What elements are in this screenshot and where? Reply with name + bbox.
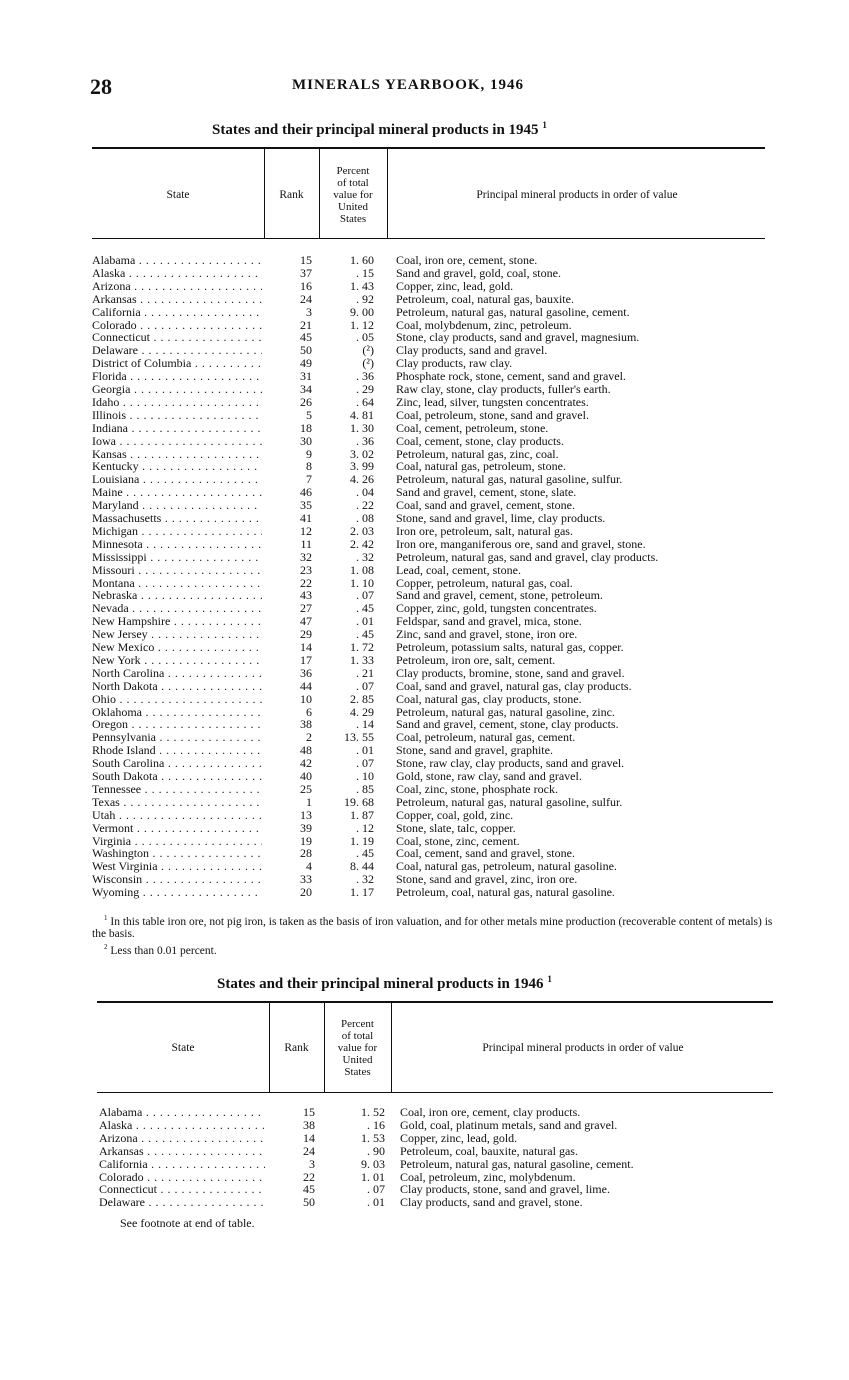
state-cell: Texas . . . (92, 796, 262, 809)
see-footnote-note: See footnote at end of table. (120, 1216, 255, 1230)
percent-cell: 4. 81 (350, 407, 374, 422)
rank-cell: 3 (306, 304, 312, 319)
state-cell: Alabama . . . (99, 1106, 265, 1119)
percent-cell: . 85 (356, 781, 374, 796)
percent-cell: . 36 (356, 369, 374, 384)
rank-cell: 5 (306, 407, 312, 422)
state-cell: South Dakota . . . (92, 770, 262, 783)
products-cell: Clay products, sand and gravel. (396, 343, 548, 358)
state-cell: Montana . . . (92, 577, 262, 590)
products-cell: Petroleum, natural gas, natural gasoline, zinc. (396, 704, 615, 719)
state-cell: Michigan . . . (92, 525, 262, 538)
percent-cell: 1. 10 (350, 575, 374, 590)
percent-cell: 1. 33 (350, 652, 374, 667)
percent-cell: 9. 03 (361, 1156, 385, 1171)
products-cell: Coal, zinc, stone, phosphate rock. (396, 781, 558, 796)
rank-cell: 38 (303, 1117, 315, 1132)
products-cell: Coal, natural gas, petroleum, natural gasoline. (396, 859, 617, 874)
products-cell: Lead, coal, cement, stone. (396, 562, 521, 577)
footnote-1-text: In this table iron ore, not pig iron, is taken as the basis of iron valuation, and for other metals mine production (recoverable content of metals) is the basis. (92, 915, 773, 941)
state-cell: Idaho . . . (92, 396, 262, 409)
products-cell: Coal, molybdenum, zinc, petroleum. (396, 317, 572, 332)
percent-cell: . 07 (356, 678, 374, 693)
rank-cell: 23 (300, 562, 312, 577)
rank-cell: 15 (303, 1105, 315, 1119)
percent-cell: . 01 (367, 1195, 385, 1210)
table-1946-header-rank: Rank (284, 1042, 309, 1054)
state-cell: Arkansas . . . (92, 293, 262, 306)
percent-cell: 3. 99 (350, 459, 374, 474)
table-1946-title-note: 1 (547, 974, 552, 984)
state-cell: Louisiana . . . (92, 473, 262, 486)
products-cell: Stone, sand and gravel, graphite. (396, 743, 553, 758)
percent-cell: . 05 (356, 330, 374, 345)
state-cell: Tennessee . . . (92, 783, 262, 796)
products-cell: Petroleum, coal, natural gas, bauxite. (396, 291, 574, 306)
percent-cell: (²) (362, 356, 374, 371)
rank-cell: 34 (300, 382, 312, 396)
percent-cell: . 08 (356, 511, 374, 525)
products-cell: Coal, cement, stone, clay products. (396, 433, 564, 448)
percent-cell: 1. 53 (361, 1130, 385, 1145)
state-cell: Indiana . . . (92, 422, 262, 435)
state-cell: Maryland . . . (92, 499, 262, 512)
header-percent-line: of total (337, 177, 369, 189)
products-cell: Coal, sand and gravel, natural gas, clay products. (396, 678, 632, 693)
footnote-2-mark: 2 (104, 942, 108, 951)
percent-cell: 1. 17 (350, 885, 374, 900)
header-percent-line: value for (337, 1042, 378, 1054)
products-cell: Stone, sand and gravel, zinc, iron ore. (396, 872, 578, 887)
products-cell: Petroleum, potassium salts, natural gas, copper. (396, 640, 624, 654)
products-cell: Petroleum, coal, bauxite, natural gas. (400, 1143, 578, 1158)
table-1945-body (92, 253, 772, 900)
footnote-1 (92, 912, 777, 941)
percent-cell: 1. 60 (350, 253, 374, 267)
rank-cell: 4 (306, 859, 312, 874)
percent-cell: . 22 (356, 498, 374, 513)
percent-cell: . 36 (356, 433, 374, 448)
percent-cell: 2. 85 (350, 691, 374, 706)
products-cell: Raw clay, stone, clay products, fuller's earth. (396, 382, 611, 396)
percent-cell: 1. 19 (350, 833, 374, 848)
footnote-2 (92, 941, 777, 957)
rank-cell: 18 (300, 420, 312, 435)
rank-cell: 50 (300, 343, 312, 358)
rank-cell: 26 (300, 394, 312, 409)
state-cell: Wyoming . . . (92, 886, 262, 899)
rank-cell: 22 (303, 1169, 315, 1184)
state-cell: Vermont . . . (92, 822, 262, 835)
rank-cell: 39 (300, 820, 312, 835)
products-cell: Coal, iron ore, cement, clay products. (400, 1105, 581, 1119)
table-1945-header-rule (92, 238, 765, 239)
state-cell: South Carolina . . . (92, 757, 262, 770)
state-cell: California . . . (99, 1158, 265, 1171)
percent-cell: 2. 03 (350, 523, 374, 538)
state-cell: Kentucky . . . (92, 460, 262, 473)
rank-cell: 17 (300, 652, 312, 667)
state-cell: Arizona . . . (99, 1132, 265, 1145)
percent-cell: 4. 29 (350, 704, 374, 719)
percent-cell: . 45 (356, 601, 374, 616)
rank-cell: 45 (300, 330, 312, 345)
percent-cell: . 12 (356, 820, 374, 835)
state-cell: New York . . . (92, 654, 262, 667)
products-cell: Zinc, lead, silver, tungsten concentrates. (396, 394, 589, 409)
running-head: MINERALS YEARBOOK, 1946 (292, 77, 525, 93)
products-cell: Sand and gravel, cement, stone, petroleum. (396, 588, 603, 603)
header-percent-line: United (338, 201, 368, 213)
percent-cell: 8. 44 (350, 859, 374, 874)
state-cell: Virginia . . . (92, 835, 262, 848)
header-percent-line: United (342, 1054, 373, 1066)
percent-cell: . 92 (356, 291, 374, 306)
footnote-2-text: Less than 0.01 percent. (110, 944, 217, 957)
state-cell: Oregon . . . (92, 718, 262, 731)
header-percent-line: value for (333, 189, 373, 201)
products-cell: Sand and gravel, cement, stone, slate. (396, 485, 577, 500)
percent-cell: 1. 12 (350, 317, 374, 332)
products-cell: Clay products, sand and gravel, stone. (400, 1195, 583, 1210)
state-cell: Mississippi . . . (92, 551, 262, 564)
rank-cell: 9 (306, 446, 312, 461)
table-1946-header-state: State (171, 1042, 195, 1054)
table-row (92, 267, 772, 280)
percent-cell: 1. 52 (361, 1105, 385, 1119)
state-cell: Illinois . . . (92, 409, 262, 422)
table-row (99, 1145, 779, 1158)
rank-cell: 38 (300, 717, 312, 732)
percent-cell: 2. 42 (350, 536, 374, 551)
state-cell: Wisconsin . . . (92, 873, 262, 886)
rank-cell: 44 (300, 678, 312, 693)
table-row (99, 1132, 779, 1145)
rank-cell: 16 (300, 278, 312, 293)
products-cell: Coal, natural gas, petroleum, stone. (396, 459, 566, 474)
products-cell: Zinc, sand and gravel, stone, iron ore. (396, 627, 578, 642)
percent-cell: . 10 (356, 769, 374, 783)
state-cell: Iowa . . . (92, 435, 262, 448)
table-1946-title-text: States and their principal mineral products in 1946 (217, 976, 544, 992)
state-cell: California . . . (92, 306, 262, 319)
products-cell: Sand and gravel, gold, coal, stone. (396, 265, 561, 280)
state-cell: Nebraska . . . (92, 589, 262, 602)
table-row (92, 435, 772, 448)
products-cell: Iron ore, manganiferous ore, sand and gravel, stone. (396, 536, 646, 551)
products-cell: Petroleum, natural gas, natural gasoline, sulfur. (396, 794, 623, 809)
state-cell: New Mexico . . . (92, 641, 262, 654)
state-cell: New Hampshire . . . (92, 615, 262, 628)
table-row (92, 693, 772, 706)
table-row (92, 538, 772, 551)
state-cell: Massachusetts . . . (92, 512, 262, 525)
rank-cell: 3 (309, 1156, 315, 1171)
table-row (92, 654, 772, 667)
state-cell: Kansas . . . (92, 448, 262, 461)
state-cell: Arizona . . . (92, 280, 262, 293)
rank-cell: 40 (300, 769, 312, 783)
rank-cell: 19 (300, 833, 312, 848)
state-cell: Oklahoma . . . (92, 706, 262, 719)
percent-cell: . 21 (356, 665, 374, 680)
percent-cell: . 07 (367, 1182, 385, 1197)
table-1946-header-rule (97, 1092, 773, 1093)
products-cell: Stone, sand and gravel, lime, clay products. (396, 511, 606, 525)
table-row (92, 809, 772, 822)
products-cell: Stone, clay products, sand and gravel, magnesium. (396, 330, 640, 345)
percent-cell: . 90 (367, 1143, 385, 1158)
table-1945-title-text: States and their principal mineral products in 1945 (212, 122, 539, 138)
table-row (92, 783, 772, 796)
table-row (92, 306, 772, 319)
products-cell: Clay products, stone, sand and gravel, lime. (400, 1182, 610, 1197)
table-row (92, 409, 772, 422)
products-cell: Feldspar, sand and gravel, mica, stone. (396, 614, 582, 629)
products-cell: Gold, stone, raw clay, sand and gravel. (396, 769, 582, 783)
table-row (92, 396, 772, 409)
table-1945-title-note: 1 (542, 120, 547, 130)
state-cell: North Carolina . . . (92, 667, 262, 680)
table-1945-footnotes (92, 912, 777, 957)
percent-cell: 1. 87 (350, 807, 374, 822)
rank-cell: 8 (306, 459, 312, 474)
percent-cell: . 15 (356, 265, 374, 280)
state-cell: Colorado . . . (92, 319, 262, 332)
table-row (99, 1158, 779, 1171)
rank-cell: 47 (300, 614, 312, 629)
table-1945-top-rule (92, 147, 765, 149)
table-row (92, 280, 772, 293)
table-1945-header-state: State (166, 189, 190, 201)
percent-cell: 13. 55 (344, 730, 374, 745)
rank-cell: 6 (306, 704, 312, 719)
products-cell: Coal, cement, petroleum, stone. (396, 420, 549, 435)
header-percent-line: States (344, 1066, 371, 1078)
rank-cell: 29 (300, 627, 312, 642)
products-cell: Coal, petroleum, zinc, molybdenum. (400, 1169, 576, 1184)
state-cell: New Jersey . . . (92, 628, 262, 641)
products-cell: Sand and gravel, cement, stone, clay products. (396, 717, 619, 732)
state-cell: Missouri . . . (92, 564, 262, 577)
percent-cell: . 64 (356, 394, 374, 409)
products-cell: Copper, petroleum, natural gas, coal. (396, 575, 573, 590)
footnote-1-mark: 1 (104, 914, 108, 922)
state-cell: Connecticut . . . (99, 1183, 265, 1196)
rank-cell: 49 (300, 356, 312, 371)
table-1945-header-percent (319, 165, 387, 225)
header-percent-line: States (339, 213, 367, 225)
table-row (92, 796, 772, 809)
products-cell: Coal, iron ore, cement, stone. (396, 253, 538, 267)
percent-cell: . 14 (356, 717, 374, 732)
rank-cell: 1 (306, 794, 312, 809)
products-cell: Stone, slate, talc, copper. (396, 820, 516, 835)
table-row (99, 1119, 779, 1132)
rank-cell: 43 (300, 588, 312, 603)
products-cell: Copper, coal, gold, zinc. (396, 807, 514, 822)
page-number: 28 (90, 74, 112, 99)
rank-cell: 27 (300, 601, 312, 616)
rank-cell: 32 (300, 549, 312, 564)
percent-cell: . 01 (356, 743, 374, 758)
state-cell: Rhode Island . . . (92, 744, 262, 757)
state-cell: Georgia . . . (92, 383, 262, 396)
products-cell: Petroleum, natural gas, sand and gravel, clay products. (396, 549, 659, 564)
table-1945-header-products: Principal mineral products in order of value (476, 189, 678, 201)
state-cell: Alaska . . . (99, 1119, 265, 1132)
table-1946-header-percent (324, 1018, 391, 1078)
rank-cell: 13 (300, 807, 312, 822)
state-cell: Florida . . . (92, 370, 262, 383)
state-cell: Ohio . . . (92, 693, 262, 706)
rank-cell: 14 (300, 640, 312, 654)
state-cell: Delaware . . . (99, 1196, 265, 1209)
percent-cell: 1. 30 (350, 420, 374, 435)
table-row (99, 1196, 779, 1209)
percent-cell: . 32 (356, 872, 374, 887)
percent-cell: . 32 (356, 549, 374, 564)
products-cell: Gold, coal, platinum metals, sand and gravel. (400, 1117, 618, 1132)
state-cell: Alabama . . . (92, 254, 262, 267)
rank-cell: 22 (300, 575, 312, 590)
state-cell: North Dakota . . . (92, 680, 262, 693)
rank-cell: 41 (300, 511, 312, 525)
header-percent-line: Percent (341, 1018, 374, 1030)
table-row (92, 564, 772, 577)
table-row (92, 293, 772, 306)
products-cell: Coal, stone, zinc, cement. (396, 833, 520, 848)
rank-cell: 46 (300, 485, 312, 500)
rank-cell: 24 (303, 1143, 315, 1158)
rank-cell: 30 (300, 433, 312, 448)
table-1946-top-rule (97, 1001, 773, 1003)
products-cell: Clay products, bromine, stone, sand and gravel. (396, 665, 625, 680)
table-1946-title (217, 974, 552, 993)
table-1946-header-products: Principal mineral products in order of value (482, 1042, 684, 1054)
products-cell: Copper, zinc, lead, gold. (396, 278, 514, 293)
percent-cell: 9. 00 (350, 304, 374, 319)
products-cell: Copper, zinc, lead, gold. (400, 1130, 518, 1145)
state-cell: Nevada . . . (92, 602, 262, 615)
percent-cell: . 01 (356, 614, 374, 629)
rank-cell: 15 (300, 253, 312, 267)
products-cell: Phosphate rock, stone, cement, sand and gravel. (396, 369, 626, 384)
products-cell: Stone, raw clay, clay products, sand and gravel. (396, 756, 625, 771)
rank-cell: 25 (300, 781, 312, 796)
state-cell: Washington . . . (92, 847, 262, 860)
table-row (92, 422, 772, 435)
percent-cell: 1. 43 (350, 278, 374, 293)
percent-cell: (²) (362, 343, 374, 358)
products-cell: Petroleum, natural gas, zinc, coal. (396, 446, 559, 461)
products-cell: Coal, petroleum, natural gas, cement. (396, 730, 576, 745)
products-cell: Coal, natural gas, clay products, stone. (396, 691, 582, 706)
rank-cell: 10 (300, 691, 312, 706)
header-percent-line: Percent (336, 165, 370, 177)
rank-cell: 50 (303, 1195, 315, 1210)
products-cell: Coal, petroleum, stone, sand and gravel. (396, 407, 589, 422)
header-percent-line: of total (341, 1030, 374, 1042)
rank-cell: 42 (300, 756, 312, 771)
table-row (92, 667, 772, 680)
table-row (92, 551, 772, 564)
state-cell: District of Columbia . . . (92, 357, 262, 370)
rank-cell: 45 (303, 1182, 315, 1197)
products-cell: Iron ore, petroleum, salt, natural gas. (396, 523, 573, 538)
rank-cell: 35 (300, 498, 312, 513)
rank-cell: 14 (303, 1130, 315, 1145)
percent-cell: . 45 (356, 846, 374, 861)
rank-cell: 31 (300, 369, 312, 384)
state-cell: Utah . . . (92, 809, 262, 822)
percent-cell: . 16 (367, 1117, 385, 1132)
products-cell: Petroleum, iron ore, salt, cement. (396, 652, 556, 667)
products-cell: Petroleum, coal, natural gas, natural gasoline. (396, 885, 615, 900)
table-1945-title (212, 120, 547, 139)
products-cell: Petroleum, natural gas, natural gasoline, cement. (396, 304, 630, 319)
state-cell: Connecticut . . . (92, 331, 262, 344)
rank-cell: 36 (300, 665, 312, 680)
table-row (92, 680, 772, 693)
percent-cell: 1. 72 (350, 640, 374, 654)
rank-cell: 7 (306, 472, 312, 487)
table-row (92, 525, 772, 538)
products-cell: Coal, cement, sand and gravel, stone. (396, 846, 575, 861)
state-cell: West Virginia . . . (92, 860, 262, 873)
products-cell: Copper, zinc, gold, tungsten concentrates. (396, 601, 597, 616)
table-1945-header-rank: Rank (279, 189, 304, 201)
table-1946-body (99, 1106, 779, 1216)
rank-cell: 37 (300, 265, 312, 280)
percent-cell: . 04 (356, 485, 374, 500)
rank-cell: 28 (300, 846, 312, 861)
percent-cell: . 45 (356, 627, 374, 642)
percent-cell: 19. 68 (344, 794, 374, 809)
state-cell: Minnesota . . . (92, 538, 262, 551)
percent-cell: . 07 (356, 588, 374, 603)
percent-cell: 3. 02 (350, 446, 374, 461)
rank-cell: 21 (300, 317, 312, 332)
state-cell: Delaware . . . (92, 344, 262, 357)
products-cell: Coal, sand and gravel, cement, stone. (396, 498, 575, 513)
state-cell: Arkansas . . . (99, 1145, 265, 1158)
rank-cell: 20 (300, 885, 312, 900)
rank-cell: 24 (300, 291, 312, 306)
products-cell: Petroleum, natural gas, natural gasoline, sulfur. (396, 472, 623, 487)
rank-cell: 48 (300, 743, 312, 758)
rank-cell: 11 (300, 536, 312, 551)
table-row (92, 886, 772, 899)
rank-cell: 2 (306, 730, 312, 745)
table-row (92, 822, 772, 835)
percent-cell: 1. 08 (350, 562, 374, 577)
products-cell: Petroleum, natural gas, natural gasoline, cement. (400, 1156, 634, 1171)
state-cell: Pennsylvania . . . (92, 731, 262, 744)
percent-cell: 4. 26 (350, 472, 374, 487)
percent-cell: . 07 (356, 756, 374, 771)
state-cell: Colorado . . . (99, 1171, 265, 1184)
percent-cell: 1. 01 (361, 1169, 385, 1184)
products-cell: Clay products, raw clay. (396, 356, 513, 371)
state-cell: Maine . . . (92, 486, 262, 499)
percent-cell: . 29 (356, 382, 374, 396)
state-cell: Alaska . . . (92, 267, 262, 280)
rank-cell: 12 (300, 523, 312, 538)
rank-cell: 33 (300, 872, 312, 887)
